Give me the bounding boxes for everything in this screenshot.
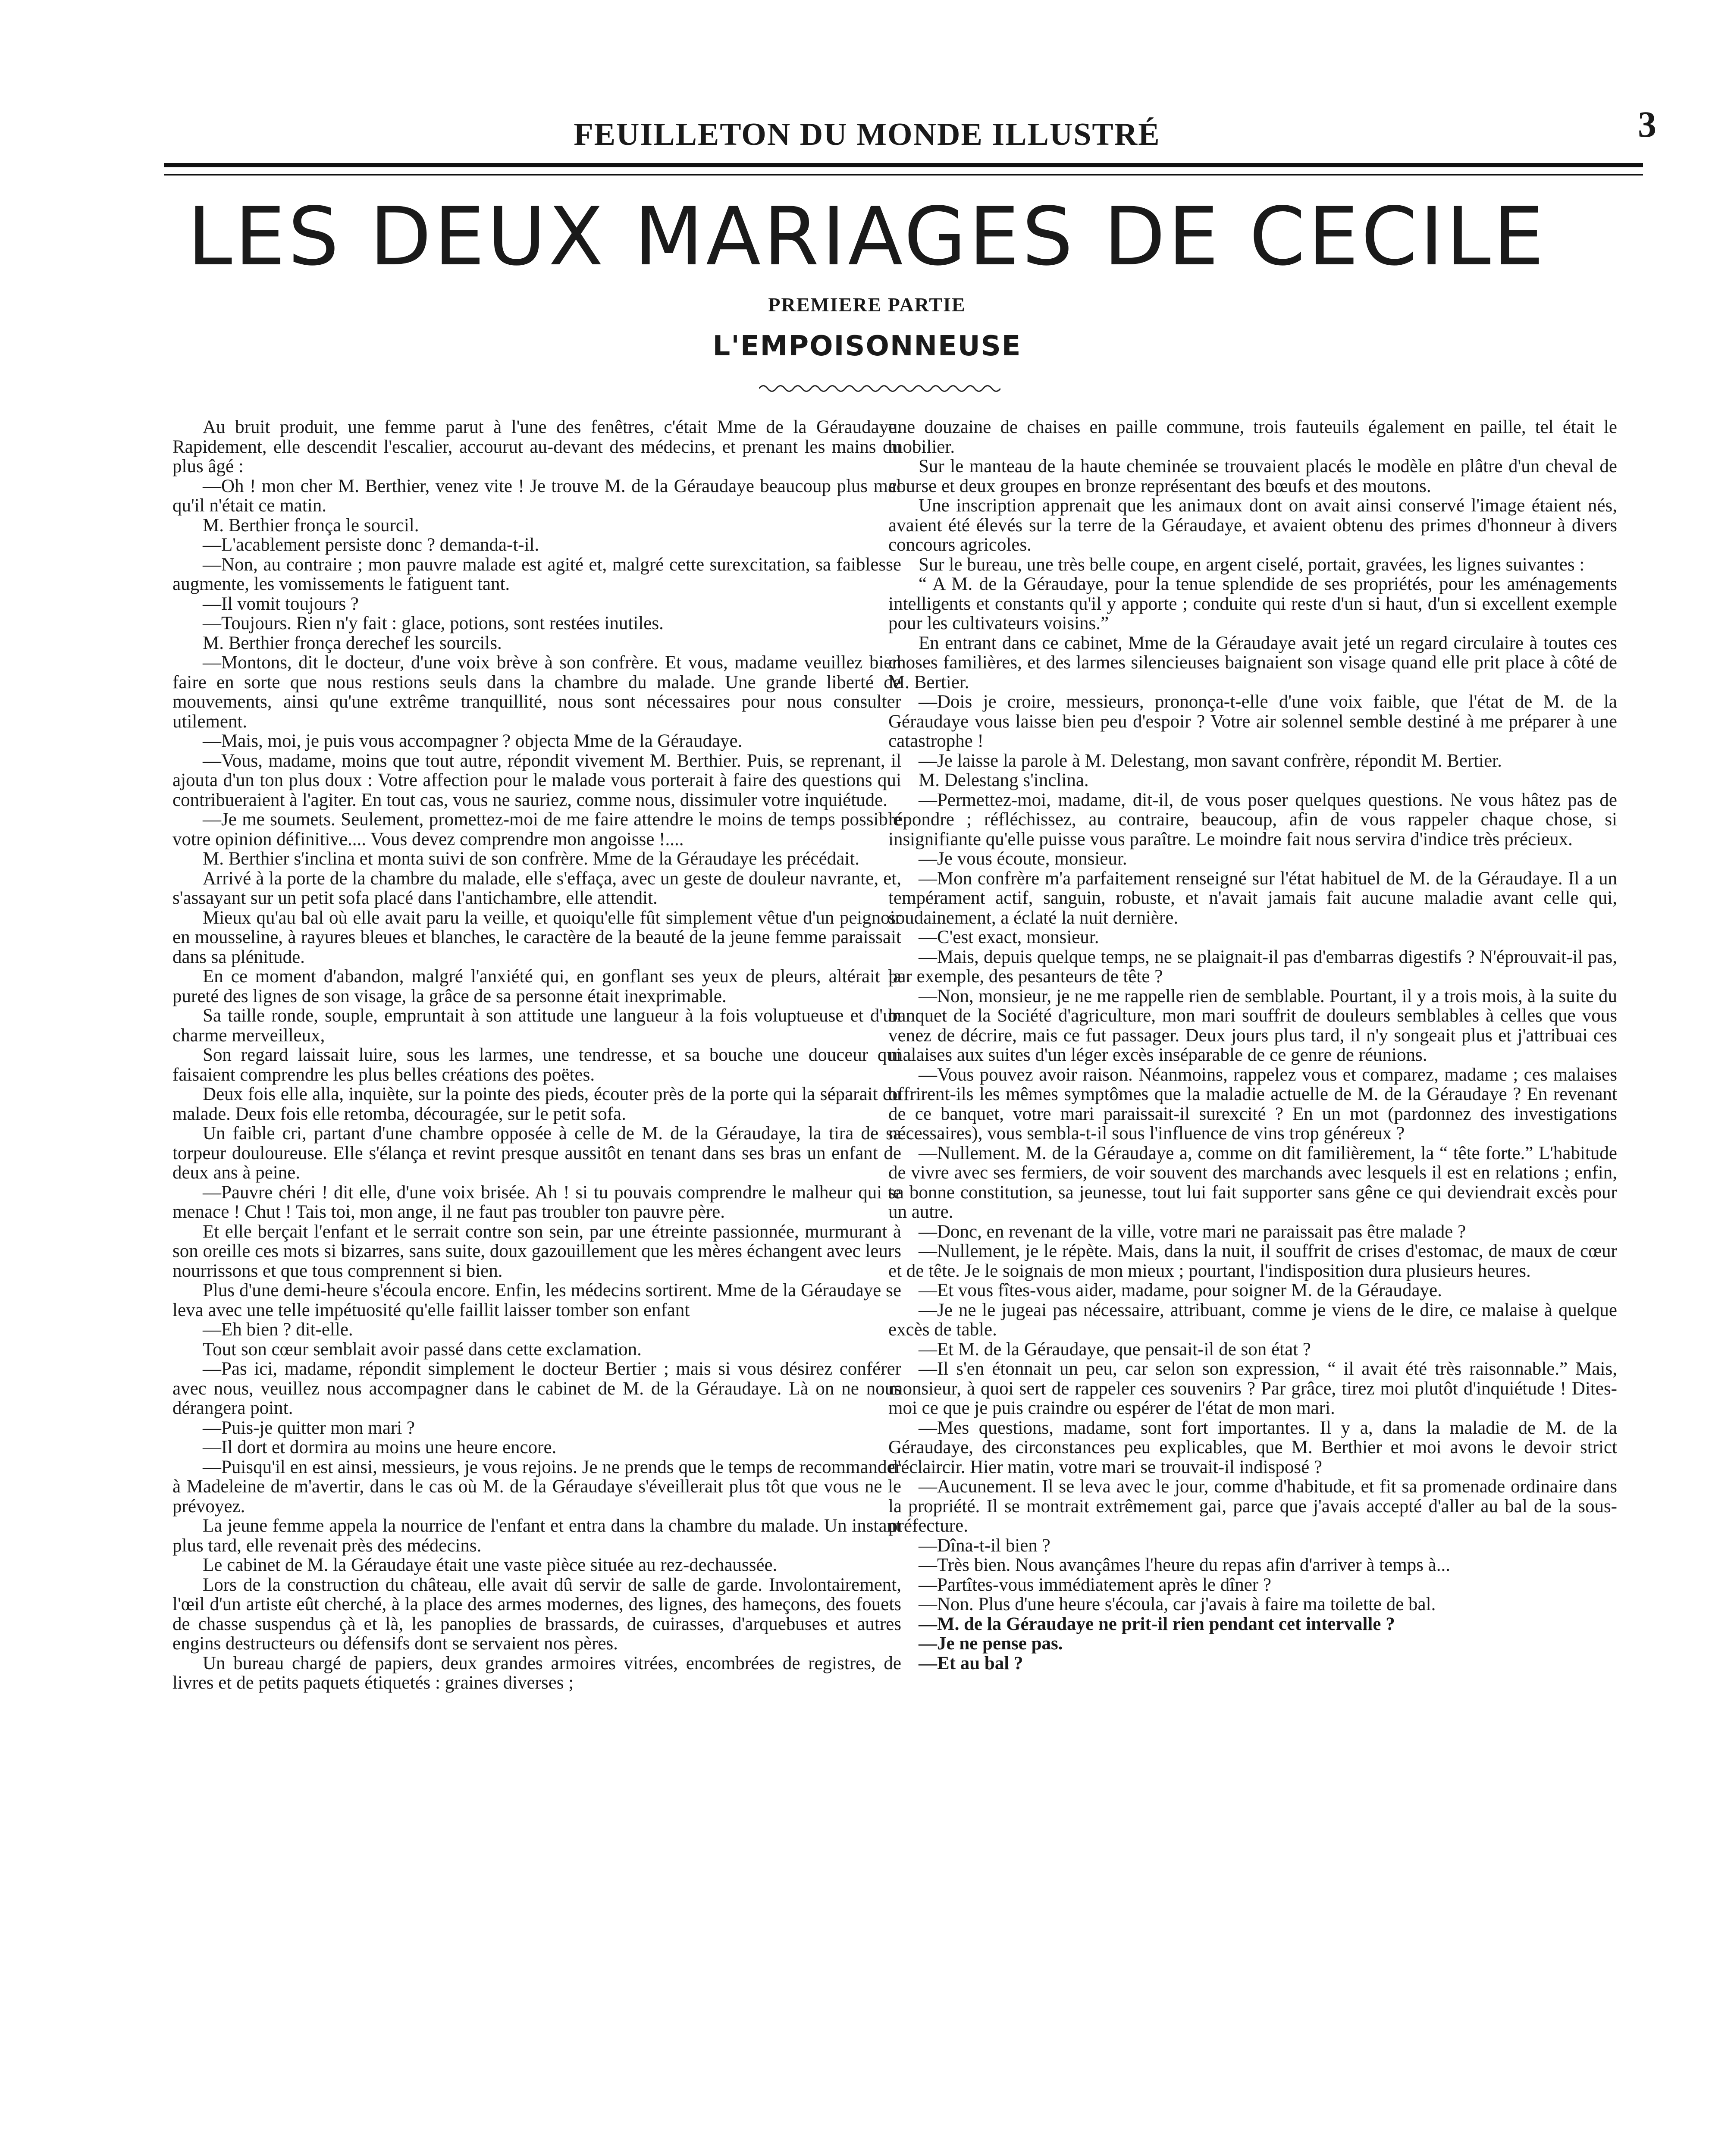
paragraph: —Puis-je quitter mon mari ? [203, 1417, 415, 1438]
paragraph: M. Berthier s'inclina et monta suivi de son confrère. Mme de la Géraudaye les précédait. [203, 849, 859, 869]
paragraph: —Il s'en étonnait un peu, car selon son expression, “ il avait été très raisonnable.” Mais, monsieur, à quoi sert de rappeler ces souvenirs ? Par grâce, tirez moi plutôt d'inquiétude ! Dites-moi ce que je puis craindre ou espérer de l'état de mon mari. [888, 1359, 1617, 1418]
paragraph: Sur le manteau de la haute cheminée se trouvaient placés le modèle en plâtre d'un cheval de course et deux groupes en bronze représentant des bœufs et des moutons. [888, 456, 1617, 496]
paragraph: —Oh ! mon cher M. Berthier, venez vite ! Je trouve M. de la Géraudaye beaucoup plus mal qu'il n'était ce matin. [172, 476, 901, 516]
paragraph: —Je me soumets. Seulement, promettez-moi de me faire attendre le moins de temps possible votre opinion définitive.... Vous devez comprendre mon angoisse !.... [172, 809, 901, 849]
paragraph: La jeune femme appela la nourrice de l'enfant et entra dans la chambre du malade. Un instant plus tard, elle revenait près des médecins. [172, 1516, 901, 1556]
paragraph: —Il dort et dormira au moins une heure encore. [203, 1437, 557, 1457]
running-header: FEUILLETON DU MONDE ILLUSTRÉ [574, 117, 1160, 152]
paragraph: —Nullement. M. de la Géraudaye a, comme on dit familièrement, la “ tête forte.” L'habitude de vivre avec ses fermiers, de voir souvent des marchands avec lesquels il est en relations ; enfin, sa bonne constitution, sa jeunesse, tout lui fait supporter sans gêne ce qui deviendrait excès pour un autre. [888, 1143, 1617, 1222]
paragraph: —Mais, moi, je puis vous accompagner ? objecta Mme de la Géraudaye. [203, 731, 743, 751]
paragraph: Lors de la construction du château, elle avait dû servir de salle de garde. Involontairement, l'œil d'un artiste eût cherché, à la place des armes modernes, des lignes, des hameçons, des fouets de chasse suspendus çà et là, les panoplies de brassards, de cuirasses, d'arquebuses et autres engins destructeurs ou défensifs dont se servaient nos pères. [172, 1574, 901, 1654]
paragraph: —Toujours. Rien n'y fait : glace, potions, sont restées inutiles. [203, 613, 664, 633]
header-rule-thin [164, 174, 1643, 175]
paragraph: En ce moment d'abandon, malgré l'anxiété qui, en gonflant ses yeux de pleurs, altérait la pureté des lignes de son visage, la grâce de sa personne était inexprimable. [172, 966, 901, 1006]
story-title: LES DEUX MARIAGES DE CECILE [187, 190, 1547, 283]
paragraph: —Mais, depuis quelque temps, ne se plaignait-il pas d'embarras digestifs ? N'éprouvait-il pas, par exemple, des pesanteurs de tête ? [888, 946, 1617, 987]
paragraph: —Je ne pense pas. [919, 1633, 1063, 1654]
paragraph: Sa taille ronde, souple, empruntait à son attitude une langueur à la fois voluptueuse et d'un charme merveilleux, [172, 1006, 901, 1046]
paragraph: Son regard laissait luire, sous les larmes, une tendresse, et sa bouche une douceur qui faisaient comprendre les plus belles créations des poëtes. [172, 1045, 901, 1085]
paragraph: —Montons, dit le docteur, d'une voix brève à son confrère. Et vous, madame veuillez bien faire en sorte que nous restions seuls dans la chambre du malade. Une grande liberté de mouvements, ainsi qu'une extrême tranquillité, nous sont nécessaires pour nous consulter utilement. [172, 652, 901, 732]
paragraph: —Aucunement. Il se leva avec le jour, comme d'habitude, et fit sa promenade ordinaire dans la propriété. Il se montrait extrêmement gai, parce que j'avais accepté d'aller au bal de la sous-préfecture. [888, 1476, 1617, 1536]
chapter-subtitle: L'EMPOISONNEUSE [712, 330, 1022, 362]
paragraph: —Nullement, je le répète. Mais, dans la nuit, il souffrit de crises d'estomac, de maux de cœur et de tête. Je le soignais de mon mieux ; pourtant, l'indisposition dura plusieurs heures. [888, 1241, 1617, 1281]
paragraph: —Vous pouvez avoir raison. Néanmoins, rappelez vous et comparez, madame ; ces malaises offrirent-ils les mêmes symptômes que la maladie actuelle de M. de la Géraudaye ? En revenant de ce banquet, votre mari paraissait-il surexcité ? En un mot (pardonnez des investigations nécessaires), vous sembla-t-il sous l'influence de vins trop généreux ? [888, 1064, 1617, 1144]
paragraph: —Vous, madame, moins que tout autre, répondit vivement M. Berthier. Puis, se reprenant, il ajouta d'un ton plus doux : Votre affection pour le malade vous porterait à faire des questions qui contribueraient à l'agiter. En tout cas, vous ne sauriez, comme nous, dissimuler votre inquiétude. [172, 750, 901, 810]
paragraph: —Eh bien ? dit-elle. [203, 1319, 353, 1340]
paragraph: —Et M. de la Géraudaye, que pensait-il de son état ? [919, 1339, 1311, 1360]
paragraph: —M. de la Géraudaye ne prit-il rien pendant cet intervalle ? [919, 1614, 1395, 1634]
paragraph: Plus d'une demi-heure s'écoula encore. Enfin, les médecins sortirent. Mme de la Géraudaye se leva avec une telle impétuosité qu'elle faillit laisser tomber son enfant [172, 1280, 901, 1320]
paragraph: Un faible cri, partant d'une chambre opposée à celle de M. de la Géraudaye, la tira de sa torpeur douloureuse. Elle s'élança et revint presque aussitôt en tenant dans ses bras un enfant de deux ans à peine. [172, 1123, 901, 1183]
paragraph: —Mes questions, madame, sont fort importantes. Il y a, dans la maladie de M. de la Géraudaye, des circonstances peu explicables, que M. Berthier et moi avons le devoir strict d'éclaircir. Hier matin, votre mari se trouvait-il indisposé ? [888, 1417, 1617, 1477]
paragraph: —Et au bal ? [919, 1653, 1023, 1673]
paragraph: En entrant dans ce cabinet, Mme de la Géraudaye avait jeté un regard circulaire à toutes ces choses familières, et des larmes silencieuses baignaient son visage quand elle prit place à côté de M. Bertier. [888, 633, 1617, 693]
paragraph: Le cabinet de M. la Géraudaye était une vaste pièce située au rez-dechaussée. [203, 1555, 778, 1575]
paragraph: —Je laisse la parole à M. Delestang, mon savant confrère, répondit M. Bertier. [919, 750, 1502, 771]
paragraph: M. Berthier fronça derechef les sourcils. [203, 633, 502, 653]
paragraph: —C'est exact, monsieur. [919, 927, 1099, 947]
paragraph: —Non. Plus d'une heure s'écoula, car j'avais à faire ma toilette de bal. [919, 1594, 1436, 1614]
paragraph: Un bureau chargé de papiers, deux grandes armoires vitrées, encombrées de registres, de livres et de petits paquets étiquetés : graines diverses ; [172, 1653, 901, 1693]
right-column [888, 417, 1617, 1673]
header-rule-thick [164, 163, 1643, 167]
part-label: PREMIERE PARTIE [768, 294, 966, 316]
wavy-ornament [759, 382, 1000, 395]
paragraph: Tout son cœur semblait avoir passé dans cette exclamation. [203, 1339, 642, 1360]
paragraph: —Je ne le jugeai pas nécessaire, attribuant, comme je viens de le dire, ce malaise à quelque excès de table. [888, 1300, 1617, 1340]
paragraph: Et elle berçait l'enfant et le serrait contre son sein, par une étreinte passionnée, murmurant à son oreille ces mots si bizarres, sans suite, doux gazouillement que les mères échangent avec leurs nourrissons et que tous comprennent si bien. [172, 1221, 901, 1281]
paragraph: —Pas ici, madame, répondit simplement le docteur Bertier ; mais si vous désirez conférer avec nous, veuillez nous accompagner dans le cabinet de M. de la Géraudaye. Là on ne nous dérangera point. [172, 1359, 901, 1418]
left-column [172, 417, 901, 1693]
paragraph: —Dois je croire, messieurs, prononça-t-elle d'une voix faible, que l'état de M. de la Géraudaye vous laisse bien peu d'espoir ? Votre air solennel semble destiné à me préparer à une catastrophe ! [888, 692, 1617, 751]
paragraph: Au bruit produit, une femme parut à l'une des fenêtres, c'était Mme de la Géraudaye. Rapidement, elle descendit l'escalier, accourut au-devant des médecins, et prenant les mains du plus âgé : [172, 417, 901, 476]
paragraph: Mieux qu'au bal où elle avait paru la veille, et quoiqu'elle fût simplement vêtue d'un peignoir en mousseline, à rayures bleues et blanches, le caractère de la beauté de la jeune femme paraissait dans sa plénitude. [172, 907, 901, 967]
paragraph: —Donc, en revenant de la ville, votre mari ne paraissait pas être malade ? [919, 1221, 1466, 1242]
paragraph: —Pauvre chéri ! dit elle, d'une voix brisée. Ah ! si tu pouvais comprendre le malheur qui te menace ! Chut ! Tais toi, mon ange, il ne faut pas troubler ton pauvre père. [172, 1182, 901, 1222]
paragraph: —Et vous fîtes-vous aider, madame, pour soigner M. de la Géraudaye. [919, 1280, 1442, 1300]
paragraph: —Permettez-moi, madame, dit-il, de vous poser quelques questions. Ne vous hâtez pas de répondre ; réfléchissez, au contraire, beaucoup, afin de vous rappeler chaque chose, si insignifiante qu'elle puisse vous paraître. Le moindre fait nous servira d'indice très précieux. [888, 790, 1617, 849]
paragraph: —Mon confrère m'a parfaitement renseigné sur l'état habituel de M. de la Géraudaye. Il a un tempérament actif, sanguin, robuste, et n'avait jamais fait aucune maladie avant celle qui, soudainement, a éclaté la nuit dernière. [888, 868, 1617, 928]
paragraph: M. Delestang s'inclina. [919, 770, 1089, 790]
paragraph: Arrivé à la porte de la chambre du malade, elle s'effaça, avec un geste de douleur navrante, et, s'assayant sur un petit sofa placé dans l'antichambre, elle attendit. [172, 868, 901, 908]
paragraph: —Puisqu'il en est ainsi, messieurs, je vous rejoins. Je ne prends que le temps de recommander à Madeleine de m'avertir, dans le cas où M. de la Géraudaye s'éveillerait plus tôt que vous ne le prévoyez. [172, 1457, 901, 1517]
paragraph: —Très bien. Nous avançâmes l'heure du repas afin d'arriver à temps à... [919, 1555, 1451, 1575]
paragraph: —Dîna-t-il bien ? [919, 1535, 1050, 1556]
paragraph: Deux fois elle alla, inquiète, sur la pointe des pieds, écouter près de la porte qui la séparait du malade. Deux fois elle retomba, découragée, sur le petit sofa. [172, 1084, 901, 1124]
paragraph: —Je vous écoute, monsieur. [919, 849, 1127, 869]
paragraph: M. Berthier fronça le sourcil. [203, 515, 419, 536]
paragraph: —Partîtes-vous immédiatement après le dîner ? [919, 1574, 1271, 1595]
page-number: 3 [1638, 103, 1656, 145]
paragraph: “ A M. de la Géraudaye, pour la tenue splendide de ses propriétés, pour les aménagements intelligents et constants qu'il y apporte ; conduite qui reste d'un si haut, d'un si excellent exemple pour les cultivateurs voisins.” [888, 574, 1617, 633]
paragraph: —L'acablement persiste donc ? demanda-t-il. [203, 535, 539, 555]
paragraph: —Il vomit toujours ? [203, 593, 359, 614]
paragraph: une douzaine de chaises en paille commune, trois fauteuils également en paille, tel était le mobilier. [888, 417, 1617, 457]
paragraph: Sur le bureau, une très belle coupe, en argent ciselé, portait, gravées, les lignes suivantes : [919, 554, 1585, 575]
paragraph: Une inscription apprenait que les animaux dont on avait ainsi conservé l'image étaient nés, avaient été élevés sur la terre de la Géraudaye, et avaient obtenu des primes d'honneur à divers concours agricoles. [888, 495, 1617, 555]
paragraph: —Non, au contraire ; mon pauvre malade est agité et, malgré cette surexcitation, sa faiblesse augmente, les vomissements le fatiguent tant. [172, 554, 901, 594]
paragraph: —Non, monsieur, je ne me rappelle rien de semblable. Pourtant, il y a trois mois, à la suite du banquet de la Société d'agriculture, mon mari souffrit de douleurs semblables à celles que vous venez de décrire, mais ce fut passager. Deux jours plus tard, il n'y songeait plus et j'attribuai ces malaises aux suites d'un léger excès inséparable de ce genre de réunions. [888, 986, 1617, 1065]
